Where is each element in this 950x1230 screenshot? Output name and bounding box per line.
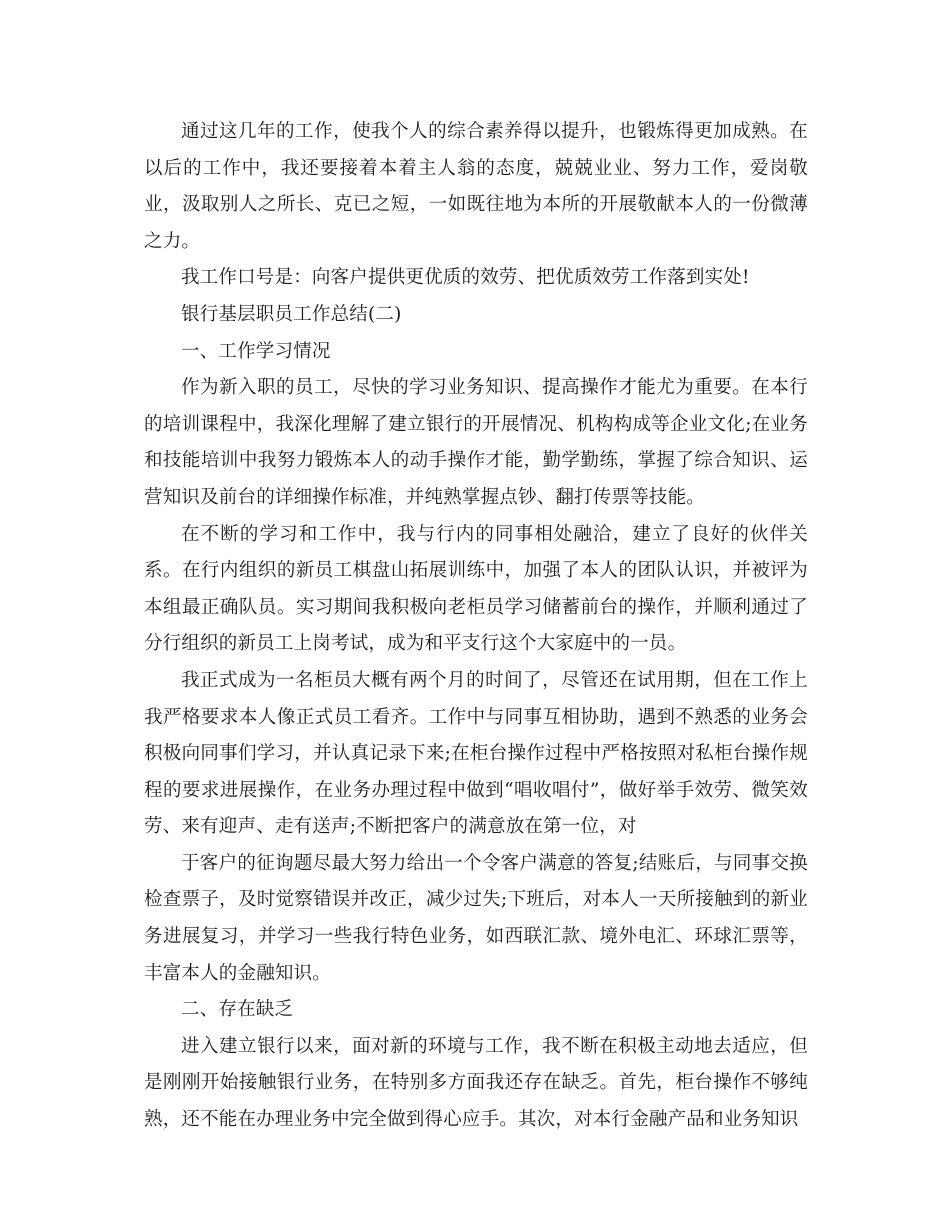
paragraph-shortcomings: 进入建立银行以来，面对新的环境与工作，我不断在积极主动地去适应，但是刚刚开始接触银行业务，在特别多方面我还存在缺乏。首先，柜台操作不够纯熟，还不能在办理业务中完全做到得心应手。其次，对本行金融产品和业务知识 (144, 1035, 808, 1131)
paragraph-new-employee: 作为新入职的员工，尽快的学习业务知识、提高操作才能尤为重要。在本行的培训课程中，我深化理解了建立银行的开展情况、机构构成等企业文化;在业务和技能培训中我努力锻炼本人的动手操作才能，勤学勤练，掌握了综合知识、运营知识及前台的详细操作标准，并纯熟掌握点钞、翻打传票等技能。 (144, 377, 808, 508)
paragraph-slogan: 我工作口号是：向客户提供更优质的效劳、把优质效劳工作落到实处! (181, 267, 750, 289)
document-body (144, 114, 808, 1139)
paragraph-customer: 于客户的征询题尽最大努力给出一个令客户满意的答复;结账后，与同事交换检查票子，及时觉察错误并改正，减少过失;下班后，对本人一天所接触到的新业务进展复习，并学习一些我行特色业务，如西联汇款、境外电汇、环球汇票等，丰富本人的金融知识。 (144, 852, 808, 984)
paragraph-colleagues: 在不断的学习和工作中，我与行内的同事相处融洽，建立了良好的伙伴关系。在行内组织的新员工棋盘山拓展训练中，加强了本人的团队认识，并被评为本组最正确队员。实习期间我积极向老柜员学习储蓄前台的操作，并顺利通过了分行组织的新员工上岗考试，成为和平支行这个大家庭中的一员。 (144, 523, 808, 655)
paragraph-summary: 通过这几年的工作，使我个人的综合素养得以提升，也锻炼得更加成熟。在以后的工作中，我还要接着本着主人翁的态度，兢兢业业、努力工作，爱岗敬业，汲取别人之所长、克已之短，一如既往地为本所的开展敬献本人的一份微薄之力。 (144, 121, 808, 252)
heading-shortcomings: 二、存在缺乏 (181, 999, 294, 1021)
section-title: 银行基层职员工作总结(二) (181, 303, 402, 325)
heading-work-study: 一、工作学习情况 (181, 340, 331, 362)
paragraph-teller: 我正式成为一名柜员大概有两个月的时间了，尽管还在试用期，但在工作上我严格要求本人像正式员工看齐。工作中与同事互相协助，遇到不熟悉的业务会积极向同事们学习，并认真记录下来;在柜台操作过程中严格按照对私柜台操作规程的要求进展操作，在业务办理过程中做到“唱收唱付”，做好举手效劳、微笑效劳、来有迎声、走有送声;不断把客户的满意放在第一位，对 (144, 669, 808, 838)
